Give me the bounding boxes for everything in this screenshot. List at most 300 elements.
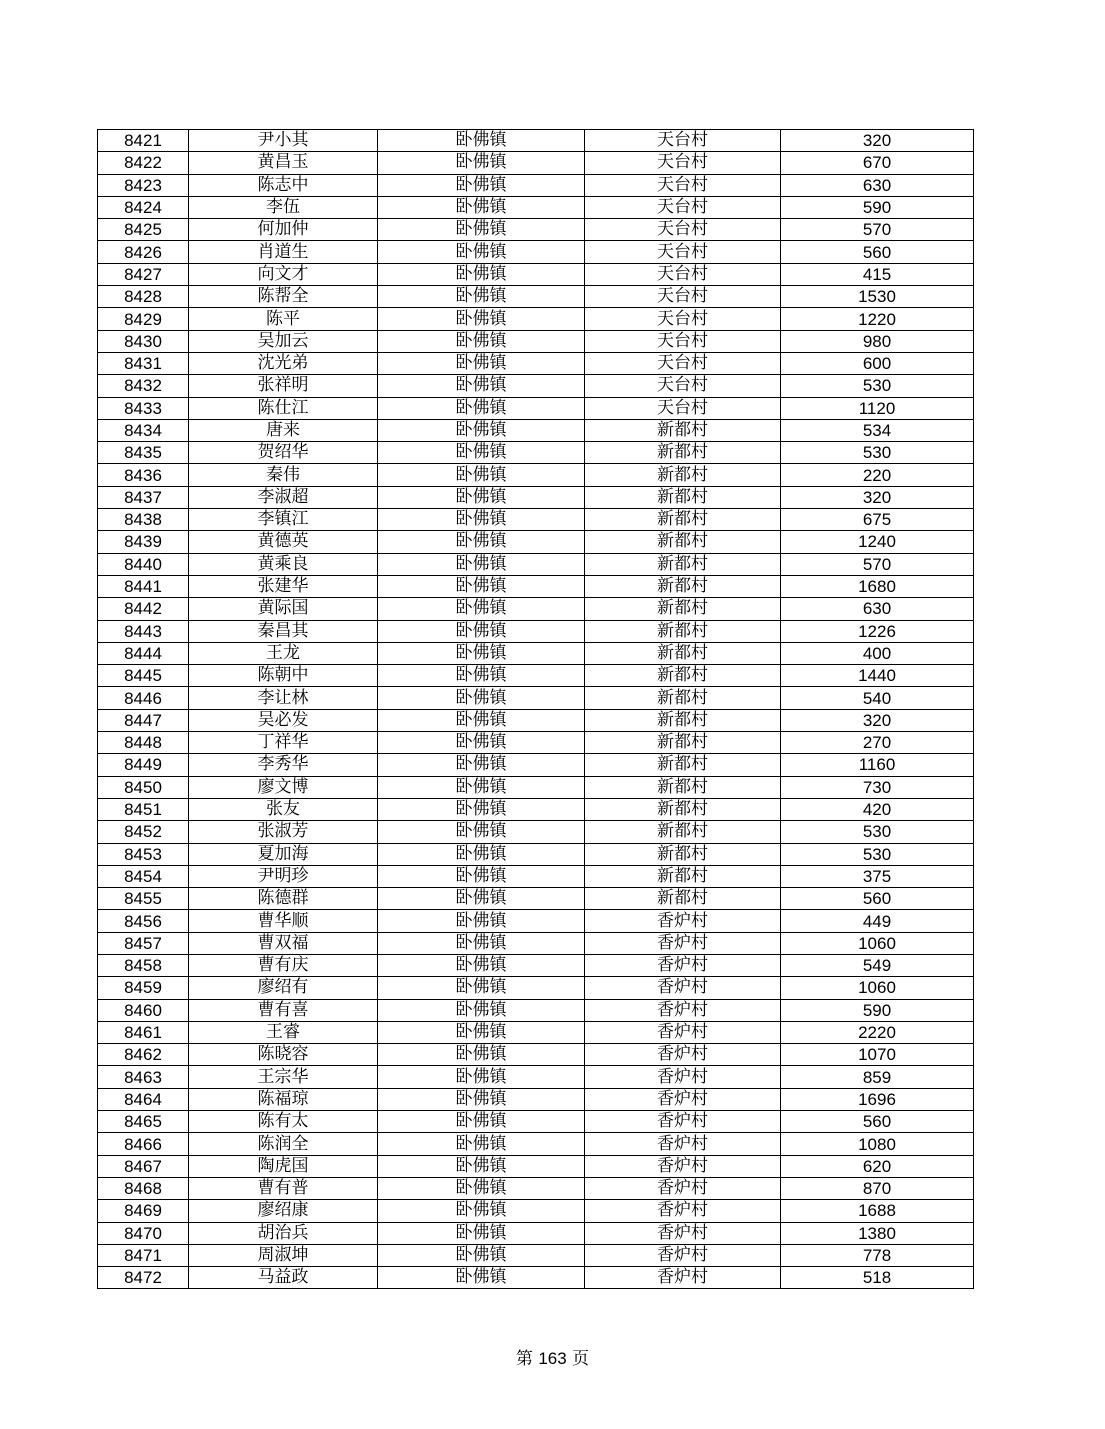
cell-name: 陶虎国: [189, 1155, 378, 1177]
cell-village: 香炉村: [585, 1133, 781, 1155]
cell-village: 新都村: [585, 865, 781, 887]
cell-village: 香炉村: [585, 932, 781, 954]
cell-id: 8423: [98, 174, 189, 196]
cell-name: 尹明珍: [189, 865, 378, 887]
cell-town: 卧佛镇: [378, 397, 585, 419]
cell-amount: 1240: [781, 531, 974, 553]
cell-amount: 620: [781, 1155, 974, 1177]
cell-town: 卧佛镇: [378, 464, 585, 486]
cell-name: 李让林: [189, 687, 378, 709]
cell-id: 8446: [98, 687, 189, 709]
cell-id: 8431: [98, 352, 189, 374]
cell-id: 8428: [98, 286, 189, 308]
table-row: [98, 1133, 974, 1155]
cell-amount: 549: [781, 954, 974, 976]
cell-id: 8471: [98, 1244, 189, 1266]
cell-village: 新都村: [585, 821, 781, 843]
cell-id: 8460: [98, 999, 189, 1021]
cell-id: 8427: [98, 263, 189, 285]
cell-amount: 1120: [781, 397, 974, 419]
table-row: [98, 219, 974, 241]
cell-town: 卧佛镇: [378, 419, 585, 441]
cell-amount: 1380: [781, 1222, 974, 1244]
cell-village: 天台村: [585, 130, 781, 152]
table-row: [98, 754, 974, 776]
cell-village: 天台村: [585, 174, 781, 196]
cell-name: 陈福琼: [189, 1088, 378, 1110]
cell-town: 卧佛镇: [378, 1044, 585, 1066]
cell-id: 8445: [98, 665, 189, 687]
table-row: [98, 196, 974, 218]
cell-village: 新都村: [585, 709, 781, 731]
table-row: [98, 821, 974, 843]
table-row: [98, 1200, 974, 1222]
cell-amount: 534: [781, 419, 974, 441]
cell-id: 8421: [98, 130, 189, 152]
cell-id: 8453: [98, 843, 189, 865]
cell-town: 卧佛镇: [378, 598, 585, 620]
cell-village: 香炉村: [585, 1044, 781, 1066]
cell-name: 张祥明: [189, 375, 378, 397]
cell-amount: 449: [781, 910, 974, 932]
table-row: [98, 553, 974, 575]
cell-id: 8447: [98, 709, 189, 731]
cell-town: 卧佛镇: [378, 1244, 585, 1266]
footer-suffix: 页: [572, 1349, 590, 1369]
cell-amount: 1440: [781, 665, 974, 687]
cell-village: 新都村: [585, 687, 781, 709]
table-row: [98, 620, 974, 642]
cell-name: 唐来: [189, 419, 378, 441]
cell-name: 王龙: [189, 642, 378, 664]
cell-town: 卧佛镇: [378, 754, 585, 776]
cell-id: 8422: [98, 152, 189, 174]
cell-id: 8454: [98, 865, 189, 887]
cell-name: 向文才: [189, 263, 378, 285]
cell-village: 天台村: [585, 196, 781, 218]
cell-amount: 1680: [781, 575, 974, 597]
cell-name: 吴加云: [189, 330, 378, 352]
cell-village: 天台村: [585, 330, 781, 352]
cell-id: 8472: [98, 1267, 189, 1289]
cell-village: 香炉村: [585, 1177, 781, 1199]
cell-name: 陈有太: [189, 1111, 378, 1133]
cell-id: 8440: [98, 553, 189, 575]
cell-name: 陈润全: [189, 1133, 378, 1155]
cell-town: 卧佛镇: [378, 286, 585, 308]
cell-name: 陈晓容: [189, 1044, 378, 1066]
cell-town: 卧佛镇: [378, 1021, 585, 1043]
cell-name: 肖道生: [189, 241, 378, 263]
cell-town: 卧佛镇: [378, 1088, 585, 1110]
table-row: [98, 1155, 974, 1177]
cell-name: 马益政: [189, 1267, 378, 1289]
cell-village: 天台村: [585, 308, 781, 330]
cell-amount: 1070: [781, 1044, 974, 1066]
cell-name: 陈仕江: [189, 397, 378, 419]
table-row: [98, 375, 974, 397]
cell-village: 新都村: [585, 754, 781, 776]
cell-town: 卧佛镇: [378, 642, 585, 664]
cell-village: 新都村: [585, 732, 781, 754]
cell-town: 卧佛镇: [378, 1200, 585, 1222]
cell-amount: 530: [781, 821, 974, 843]
cell-village: 新都村: [585, 598, 781, 620]
cell-village: 新都村: [585, 464, 781, 486]
table-row: [98, 843, 974, 865]
cell-amount: 1226: [781, 620, 974, 642]
cell-village: 新都村: [585, 531, 781, 553]
table-row: [98, 241, 974, 263]
cell-town: 卧佛镇: [378, 1222, 585, 1244]
cell-town: 卧佛镇: [378, 620, 585, 642]
table-row: [98, 174, 974, 196]
cell-village: 新都村: [585, 575, 781, 597]
cell-village: 香炉村: [585, 1111, 781, 1133]
cell-amount: 518: [781, 1267, 974, 1289]
table-row: [98, 1177, 974, 1199]
cell-id: 8429: [98, 308, 189, 330]
cell-village: 新都村: [585, 553, 781, 575]
cell-amount: 530: [781, 375, 974, 397]
cell-amount: 270: [781, 732, 974, 754]
cell-town: 卧佛镇: [378, 241, 585, 263]
cell-id: 8434: [98, 419, 189, 441]
cell-amount: 415: [781, 263, 974, 285]
cell-name: 陈帮全: [189, 286, 378, 308]
cell-id: 8465: [98, 1111, 189, 1133]
cell-id: 8433: [98, 397, 189, 419]
cell-name: 廖文博: [189, 776, 378, 798]
cell-name: 张淑芳: [189, 821, 378, 843]
cell-amount: 1696: [781, 1088, 974, 1110]
cell-id: 8436: [98, 464, 189, 486]
cell-name: 张建华: [189, 575, 378, 597]
cell-name: 王宗华: [189, 1066, 378, 1088]
cell-amount: 320: [781, 709, 974, 731]
table-row: [98, 932, 974, 954]
cell-village: 新都村: [585, 419, 781, 441]
table-row: [98, 1267, 974, 1289]
cell-name: 李秀华: [189, 754, 378, 776]
cell-amount: 859: [781, 1066, 974, 1088]
cell-id: 8468: [98, 1177, 189, 1199]
cell-name: 李淑超: [189, 486, 378, 508]
table-row: [98, 130, 974, 152]
cell-village: 香炉村: [585, 1155, 781, 1177]
cell-id: 8437: [98, 486, 189, 508]
cell-village: 香炉村: [585, 1267, 781, 1289]
cell-id: 8455: [98, 888, 189, 910]
cell-name: 周淑坤: [189, 1244, 378, 1266]
cell-id: 8466: [98, 1133, 189, 1155]
cell-town: 卧佛镇: [378, 910, 585, 932]
cell-id: 8448: [98, 732, 189, 754]
cell-village: 天台村: [585, 219, 781, 241]
table-row: [98, 999, 974, 1021]
cell-amount: 630: [781, 598, 974, 620]
table-row: [98, 910, 974, 932]
cell-id: 8432: [98, 375, 189, 397]
cell-name: 黄乘良: [189, 553, 378, 575]
cell-village: 天台村: [585, 397, 781, 419]
cell-town: 卧佛镇: [378, 1133, 585, 1155]
cell-amount: 870: [781, 1177, 974, 1199]
cell-id: 8469: [98, 1200, 189, 1222]
cell-id: 8462: [98, 1044, 189, 1066]
cell-name: 秦昌其: [189, 620, 378, 642]
table-row: [98, 419, 974, 441]
records-table-body: [98, 130, 974, 1289]
table-row: [98, 687, 974, 709]
cell-town: 卧佛镇: [378, 174, 585, 196]
cell-town: 卧佛镇: [378, 219, 585, 241]
cell-name: 丁祥华: [189, 732, 378, 754]
table-row: [98, 1066, 974, 1088]
table-row: [98, 665, 974, 687]
cell-name: 黄昌玉: [189, 152, 378, 174]
cell-name: 黄德英: [189, 531, 378, 553]
cell-amount: 730: [781, 776, 974, 798]
table-row: [98, 776, 974, 798]
cell-town: 卧佛镇: [378, 308, 585, 330]
cell-id: 8441: [98, 575, 189, 597]
cell-village: 香炉村: [585, 999, 781, 1021]
table-row: [98, 1021, 974, 1043]
cell-town: 卧佛镇: [378, 553, 585, 575]
cell-village: 新都村: [585, 776, 781, 798]
table-row: [98, 1222, 974, 1244]
table-row: [98, 798, 974, 820]
cell-id: 8430: [98, 330, 189, 352]
table-row: [98, 732, 974, 754]
cell-village: 天台村: [585, 375, 781, 397]
cell-amount: 560: [781, 241, 974, 263]
cell-name: 曹有庆: [189, 954, 378, 976]
cell-village: 香炉村: [585, 910, 781, 932]
cell-town: 卧佛镇: [378, 152, 585, 174]
cell-id: 8424: [98, 196, 189, 218]
table-row: [98, 1088, 974, 1110]
table-row: [98, 1111, 974, 1133]
cell-amount: 590: [781, 196, 974, 218]
cell-town: 卧佛镇: [378, 821, 585, 843]
cell-id: 8467: [98, 1155, 189, 1177]
cell-amount: 220: [781, 464, 974, 486]
cell-name: 陈德群: [189, 888, 378, 910]
cell-village: 香炉村: [585, 1244, 781, 1266]
page-footer: [0, 1344, 1105, 1369]
cell-town: 卧佛镇: [378, 1177, 585, 1199]
cell-id: 8425: [98, 219, 189, 241]
cell-village: 天台村: [585, 352, 781, 374]
cell-name: 夏加海: [189, 843, 378, 865]
cell-id: 8451: [98, 798, 189, 820]
cell-id: 8442: [98, 598, 189, 620]
cell-name: 贺绍华: [189, 442, 378, 464]
cell-name: 王睿: [189, 1021, 378, 1043]
cell-name: 李镇江: [189, 509, 378, 531]
cell-village: 香炉村: [585, 954, 781, 976]
cell-amount: 560: [781, 888, 974, 910]
cell-id: 8456: [98, 910, 189, 932]
cell-id: 8452: [98, 821, 189, 843]
cell-amount: 590: [781, 999, 974, 1021]
cell-village: 香炉村: [585, 1222, 781, 1244]
cell-amount: 1160: [781, 754, 974, 776]
cell-name: 曹有普: [189, 1177, 378, 1199]
cell-amount: 980: [781, 330, 974, 352]
cell-amount: 670: [781, 152, 974, 174]
cell-town: 卧佛镇: [378, 932, 585, 954]
cell-town: 卧佛镇: [378, 330, 585, 352]
cell-town: 卧佛镇: [378, 196, 585, 218]
cell-name: 陈朝中: [189, 665, 378, 687]
table-row: [98, 954, 974, 976]
table-row: [98, 642, 974, 664]
cell-village: 新都村: [585, 888, 781, 910]
cell-name: 吴必发: [189, 709, 378, 731]
cell-village: 香炉村: [585, 977, 781, 999]
cell-name: 曹有喜: [189, 999, 378, 1021]
cell-id: 8463: [98, 1066, 189, 1088]
cell-name: 尹小其: [189, 130, 378, 152]
cell-amount: 1080: [781, 1133, 974, 1155]
cell-amount: 540: [781, 687, 974, 709]
cell-amount: 2220: [781, 1021, 974, 1043]
cell-id: 8435: [98, 442, 189, 464]
cell-village: 天台村: [585, 152, 781, 174]
cell-amount: 420: [781, 798, 974, 820]
cell-amount: 320: [781, 486, 974, 508]
cell-amount: 570: [781, 553, 974, 575]
cell-id: 8457: [98, 932, 189, 954]
cell-village: 天台村: [585, 241, 781, 263]
table-row: [98, 286, 974, 308]
page-number: 163: [538, 1349, 567, 1368]
cell-amount: 1220: [781, 308, 974, 330]
cell-amount: 600: [781, 352, 974, 374]
cell-amount: 530: [781, 442, 974, 464]
cell-amount: 630: [781, 174, 974, 196]
cell-name: 曹双福: [189, 932, 378, 954]
cell-town: 卧佛镇: [378, 575, 585, 597]
cell-id: 8459: [98, 977, 189, 999]
cell-town: 卧佛镇: [378, 263, 585, 285]
cell-town: 卧佛镇: [378, 888, 585, 910]
table-row: [98, 1244, 974, 1266]
table-row: [98, 442, 974, 464]
cell-village: 香炉村: [585, 1088, 781, 1110]
cell-name: 廖绍有: [189, 977, 378, 999]
cell-village: 天台村: [585, 263, 781, 285]
table-row: [98, 531, 974, 553]
table-row: [98, 308, 974, 330]
cell-amount: 530: [781, 843, 974, 865]
footer-prefix: 第: [515, 1349, 533, 1369]
cell-id: 8444: [98, 642, 189, 664]
cell-id: 8470: [98, 1222, 189, 1244]
cell-name: 陈志中: [189, 174, 378, 196]
cell-id: 8449: [98, 754, 189, 776]
cell-name: 张友: [189, 798, 378, 820]
cell-id: 8443: [98, 620, 189, 642]
table-row: [98, 1044, 974, 1066]
cell-village: 天台村: [585, 286, 781, 308]
cell-amount: 675: [781, 509, 974, 531]
cell-town: 卧佛镇: [378, 665, 585, 687]
cell-amount: 1060: [781, 977, 974, 999]
cell-village: 香炉村: [585, 1021, 781, 1043]
table-row: [98, 709, 974, 731]
cell-town: 卧佛镇: [378, 1066, 585, 1088]
cell-amount: 1530: [781, 286, 974, 308]
cell-village: 新都村: [585, 843, 781, 865]
table-row: [98, 397, 974, 419]
records-table: [97, 129, 974, 1289]
cell-town: 卧佛镇: [378, 798, 585, 820]
cell-town: 卧佛镇: [378, 375, 585, 397]
cell-village: 新都村: [585, 509, 781, 531]
cell-id: 8450: [98, 776, 189, 798]
cell-village: 香炉村: [585, 1066, 781, 1088]
cell-id: 8426: [98, 241, 189, 263]
table-row: [98, 575, 974, 597]
cell-town: 卧佛镇: [378, 776, 585, 798]
cell-name: 廖绍康: [189, 1200, 378, 1222]
cell-id: 8464: [98, 1088, 189, 1110]
table-row: [98, 888, 974, 910]
cell-amount: 1060: [781, 932, 974, 954]
cell-town: 卧佛镇: [378, 1155, 585, 1177]
cell-town: 卧佛镇: [378, 843, 585, 865]
cell-id: 8458: [98, 954, 189, 976]
cell-village: 香炉村: [585, 1200, 781, 1222]
cell-village: 新都村: [585, 442, 781, 464]
table-row: [98, 486, 974, 508]
table-row: [98, 330, 974, 352]
cell-name: 李伍: [189, 196, 378, 218]
cell-name: 胡治兵: [189, 1222, 378, 1244]
cell-name: 陈平: [189, 308, 378, 330]
cell-town: 卧佛镇: [378, 352, 585, 374]
table-row: [98, 509, 974, 531]
cell-id: 8461: [98, 1021, 189, 1043]
cell-amount: 570: [781, 219, 974, 241]
cell-town: 卧佛镇: [378, 130, 585, 152]
cell-id: 8438: [98, 509, 189, 531]
cell-town: 卧佛镇: [378, 1267, 585, 1289]
cell-amount: 320: [781, 130, 974, 152]
cell-amount: 375: [781, 865, 974, 887]
cell-town: 卧佛镇: [378, 442, 585, 464]
cell-town: 卧佛镇: [378, 865, 585, 887]
cell-village: 新都村: [585, 620, 781, 642]
table-row: [98, 865, 974, 887]
cell-name: 何加仲: [189, 219, 378, 241]
cell-village: 新都村: [585, 486, 781, 508]
cell-name: 黄际国: [189, 598, 378, 620]
cell-town: 卧佛镇: [378, 732, 585, 754]
cell-village: 新都村: [585, 665, 781, 687]
table-row: [98, 464, 974, 486]
cell-town: 卧佛镇: [378, 531, 585, 553]
cell-name: 沈光弟: [189, 352, 378, 374]
table-row: [98, 598, 974, 620]
table-row: [98, 977, 974, 999]
cell-town: 卧佛镇: [378, 1111, 585, 1133]
table-row: [98, 263, 974, 285]
